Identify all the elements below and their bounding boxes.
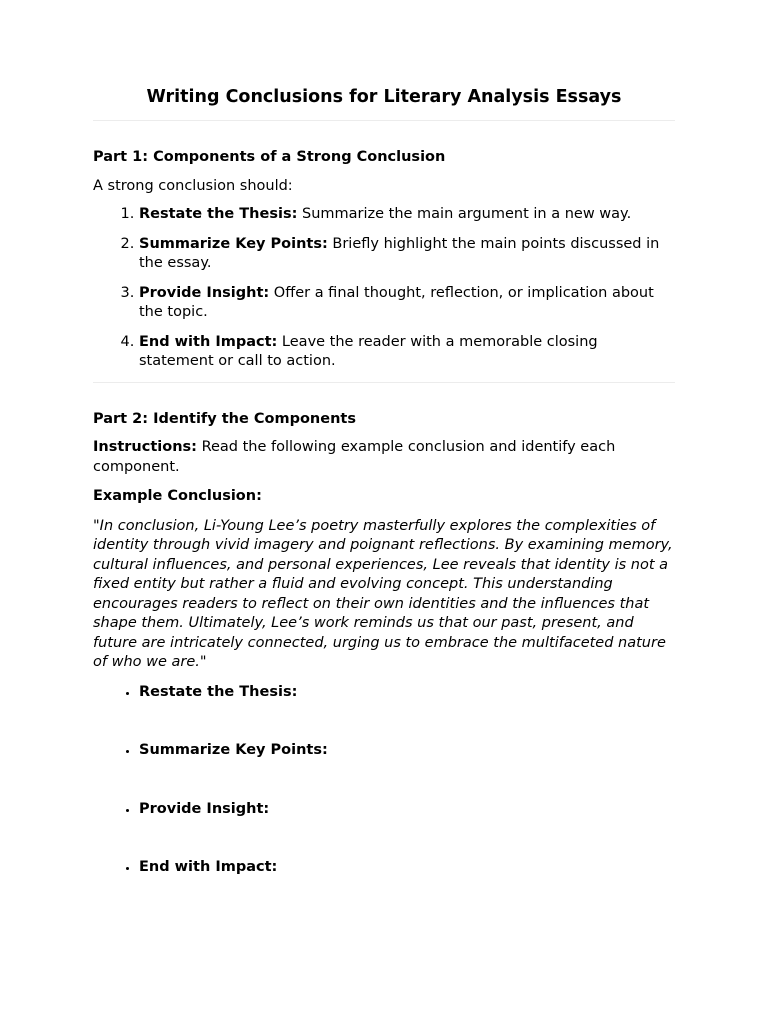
example-label: Example Conclusion:	[93, 488, 262, 504]
component-term: Summarize Key Points:	[139, 235, 328, 252]
identify-item-insight: • Provide Insight:	[139, 800, 675, 820]
title-divider	[93, 120, 675, 121]
document-title: Writing Conclusions for Literary Analysis Essays	[146, 87, 622, 107]
part2-heading: Part 2: Identify the Components	[93, 410, 356, 427]
instructions-label: Instructions:	[93, 439, 197, 455]
component-item-restate	[139, 205, 675, 225]
component-term: End with Impact:	[139, 333, 278, 350]
close-quote: "	[199, 654, 207, 670]
component-item-insight	[139, 284, 675, 323]
components-list	[93, 205, 675, 372]
instructions-text: Read the following example conclusion and identify each component.	[93, 439, 616, 475]
identify-item-summarize: • Summarize Key Points:	[139, 741, 675, 761]
identify-list	[93, 683, 675, 878]
instructions	[93, 438, 675, 477]
component-term: Restate the Thesis:	[139, 206, 298, 222]
component-term: Provide Insight:	[139, 284, 270, 301]
component-item-summarize	[139, 235, 675, 274]
identify-item-restate: • Restate the Thesis:	[139, 683, 675, 703]
example-conclusion-text: In conclusion, Li-Young Lee’s poetry masterfully explores the complexities of identity through vivid imagery and poignant reflections. By examining memory, cultural influences, and personal experiences, Lee reveals that identity is not a fixed entity but rather a fluid and evolving concept. This understanding encourages readers to reflect on their own identities and the influences that shape them. Ultimately, Lee’s work reminds us that our past, present, and future are intricately connected, urging us to embrace the multifaceted nature of who we are.	[93, 517, 673, 670]
component-description: Leave the reader with a memorable closing statement or call to action.	[139, 333, 598, 369]
component-description: Offer a final thought, reflection, or implication about the topic.	[139, 284, 654, 320]
part1-section	[93, 148, 675, 372]
part1-heading: Part 1: Components of a Strong Conclusion	[93, 149, 446, 165]
section-divider	[93, 382, 675, 383]
component-description: Summarize the main argument in a new way.	[297, 206, 632, 222]
component-description: Briefly highlight the main points discussed in the essay.	[139, 235, 660, 271]
identify-item-impact: • End with Impact:	[139, 858, 675, 878]
component-item-impact	[139, 333, 675, 372]
example-conclusion	[93, 517, 675, 673]
part1-intro: A strong conclusion should:	[93, 177, 293, 194]
open-quote: "	[93, 517, 100, 534]
part2-section	[93, 410, 675, 878]
